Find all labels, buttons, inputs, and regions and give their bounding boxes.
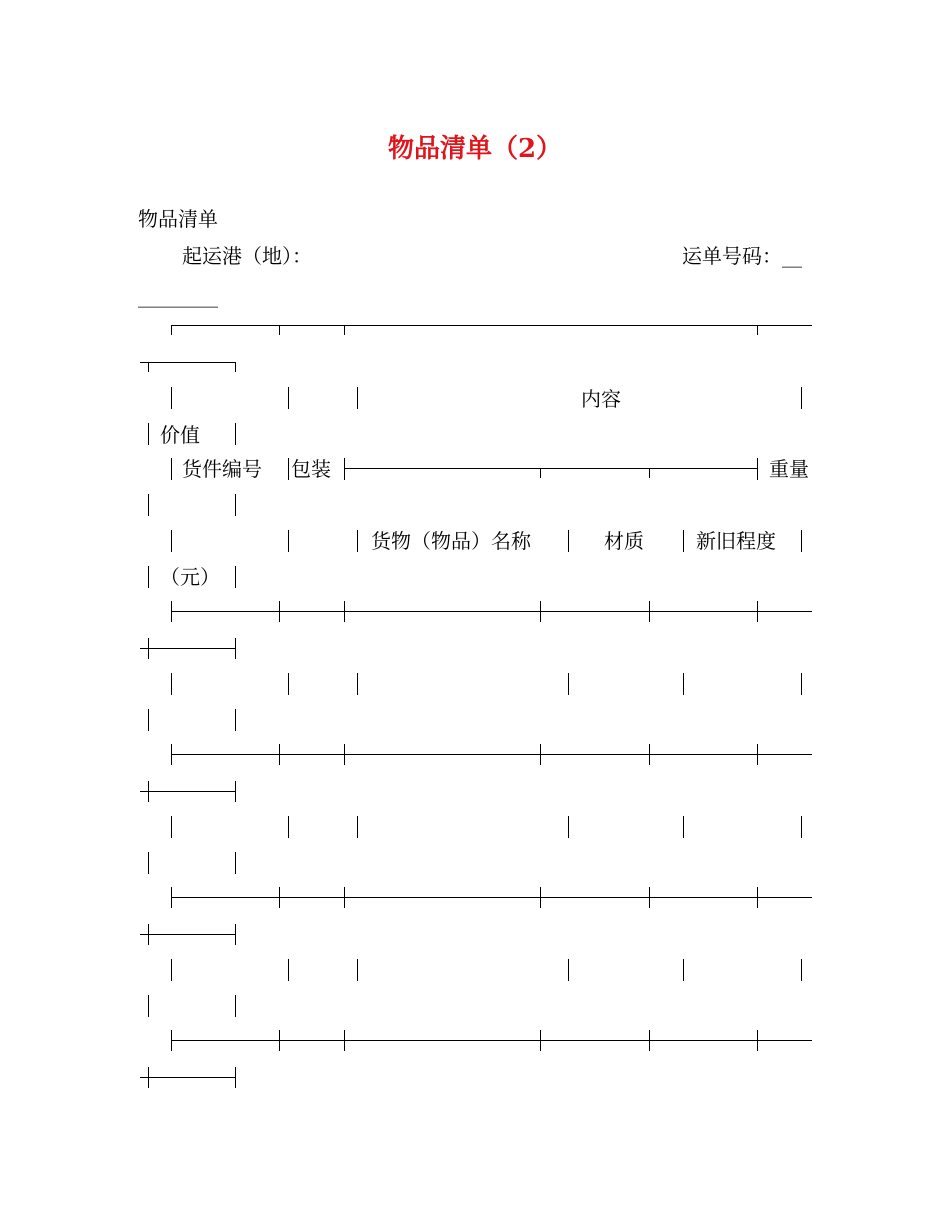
heading: 物品清单 (138, 207, 218, 231)
header-material: 材质 (604, 529, 644, 553)
header-goods-name: 货物（物品）名称 (371, 529, 531, 553)
waybill-number-blank: ________ (138, 284, 218, 308)
document-title: 物品清单（2） (387, 134, 563, 164)
header-weight: 重量 (769, 457, 809, 481)
header-content: 内容 (581, 387, 621, 411)
header-condition: 新旧程度 (696, 529, 776, 553)
origin-port-label: 起运港（地）： (182, 244, 312, 268)
header-value-unit: （元） (160, 565, 220, 589)
header-packing: 包装 (291, 457, 331, 481)
header-value: 价值 (160, 423, 200, 447)
waybill-number-label: 运单号码：__ (682, 244, 802, 268)
header-item-number: 货件编号 (182, 457, 262, 481)
